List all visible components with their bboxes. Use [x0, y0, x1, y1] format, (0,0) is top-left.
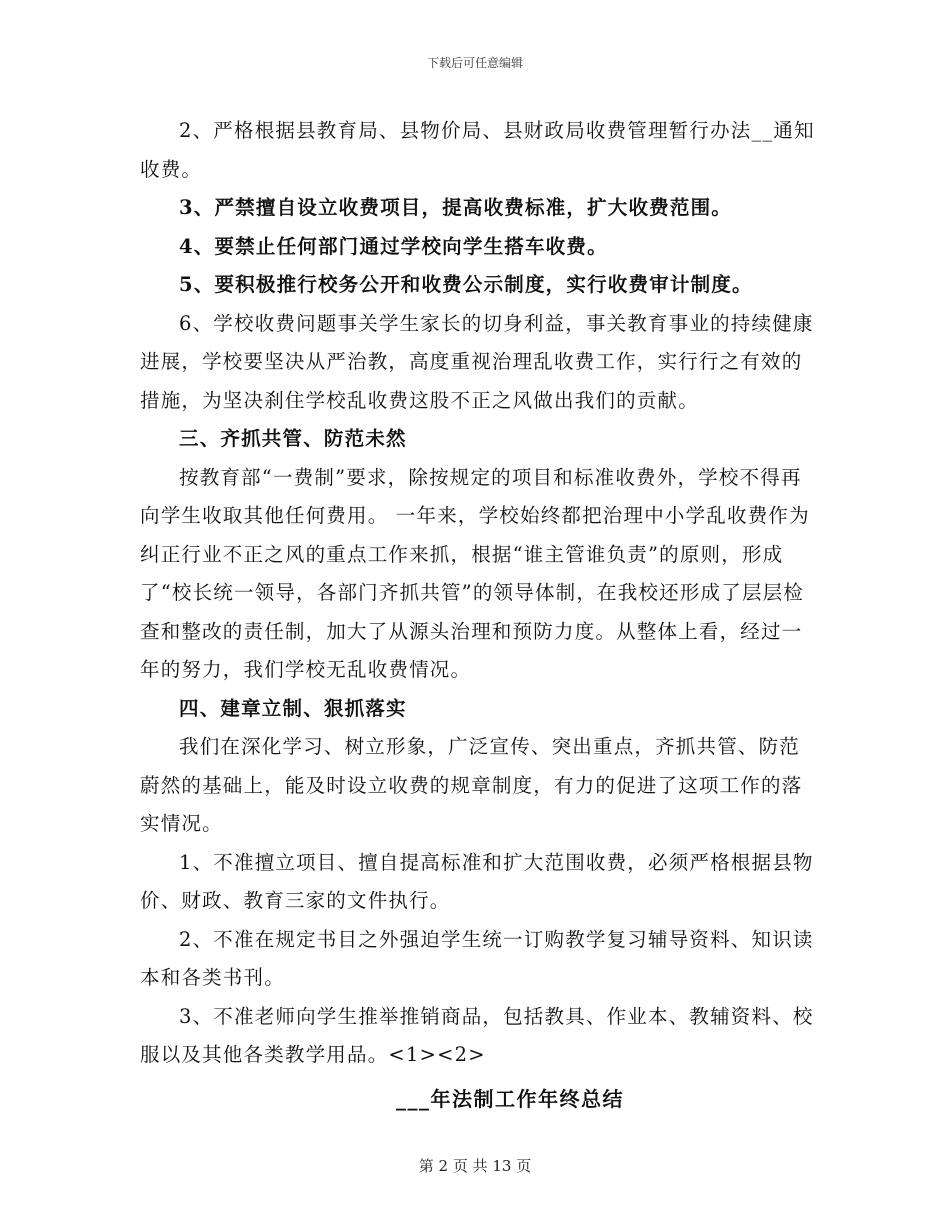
paragraph-section-4-intro: 我们在深化学习、树立形象，广泛宣传、突出重点，齐抓共管、防范蔚然的基础上，能及时设立收费的规章制度，有力的促进了这项工作的落实情况。 — [140, 735, 803, 835]
paragraph-rule-3: 3、严禁擅自设立收费项目，提高收费标准，扩大收费范围。 — [179, 196, 732, 219]
section-heading-4: 四、建章立制、狠抓落实 — [179, 696, 407, 720]
page-number: 第 2 页 共 13 页 — [418, 1157, 532, 1175]
paragraph-rule-4: 4、要禁止任何部门通过学校向学生搭车收费。 — [179, 234, 608, 258]
next-document-title: ___年法制工作年终总结 — [396, 1086, 624, 1111]
paragraph-section-3: 按教育部“一费制”要求，除按规定的项目和标准收费外，学校不得再向学生收取其他任何费用。 一年来，学校始终都把治理中小学乱收费作为纠正行业不正之风的重点工作来抓，根据“谁主管谁负责”的原则，形成了“校长统一领导，各部门齐抓共管”的领导体制，在我校还形成了层层检查和整改的责任制，加大了从源头治理和预防力度。从整体上看，经过一年的努力，我们学校无乱收费情况。 — [140, 465, 810, 681]
section-heading-3: 三、齐抓共管、防范未然 — [179, 427, 407, 450]
paragraph-prohibition-1: 1、不准擅立项目、擅自提高标准和扩大范围收费，必须严格根据县物价、财政、教育三家的文件执行。 — [140, 850, 814, 912]
paragraph-rule-6: 6、学校收费问题事关学生家长的切身利益，事关教育事业的持续健康进展，学校要坚决从严治教，高度重视治理乱收费工作，实行行之有效的措施，为坚决刹住学校乱收费这股不正之风做出我们的贡献。 — [140, 311, 814, 412]
document-body — [140, 112, 820, 1119]
paragraph-rule-2: 2、严格根据县教育局、县物价局、县财政局收费管理暂行办法__通知收费。 — [140, 119, 815, 181]
paragraph-rule-5: 5、要积极推行校务公开和收费公示制度，实行收费审计制度。 — [179, 273, 753, 296]
header-note: 下载后可任意编辑 — [426, 56, 523, 70]
paragraph-prohibition-3: 3、不准老师向学生推举推销商品，包括教具、作业本、教辅资料、校服以及其他各类教学用品。<1><2> — [140, 1004, 814, 1066]
paragraph-prohibition-2: 2、不准在规定书目之外强迫学生统一订购教学复习辅导资料、知识读本和各类书刊。 — [140, 927, 814, 989]
